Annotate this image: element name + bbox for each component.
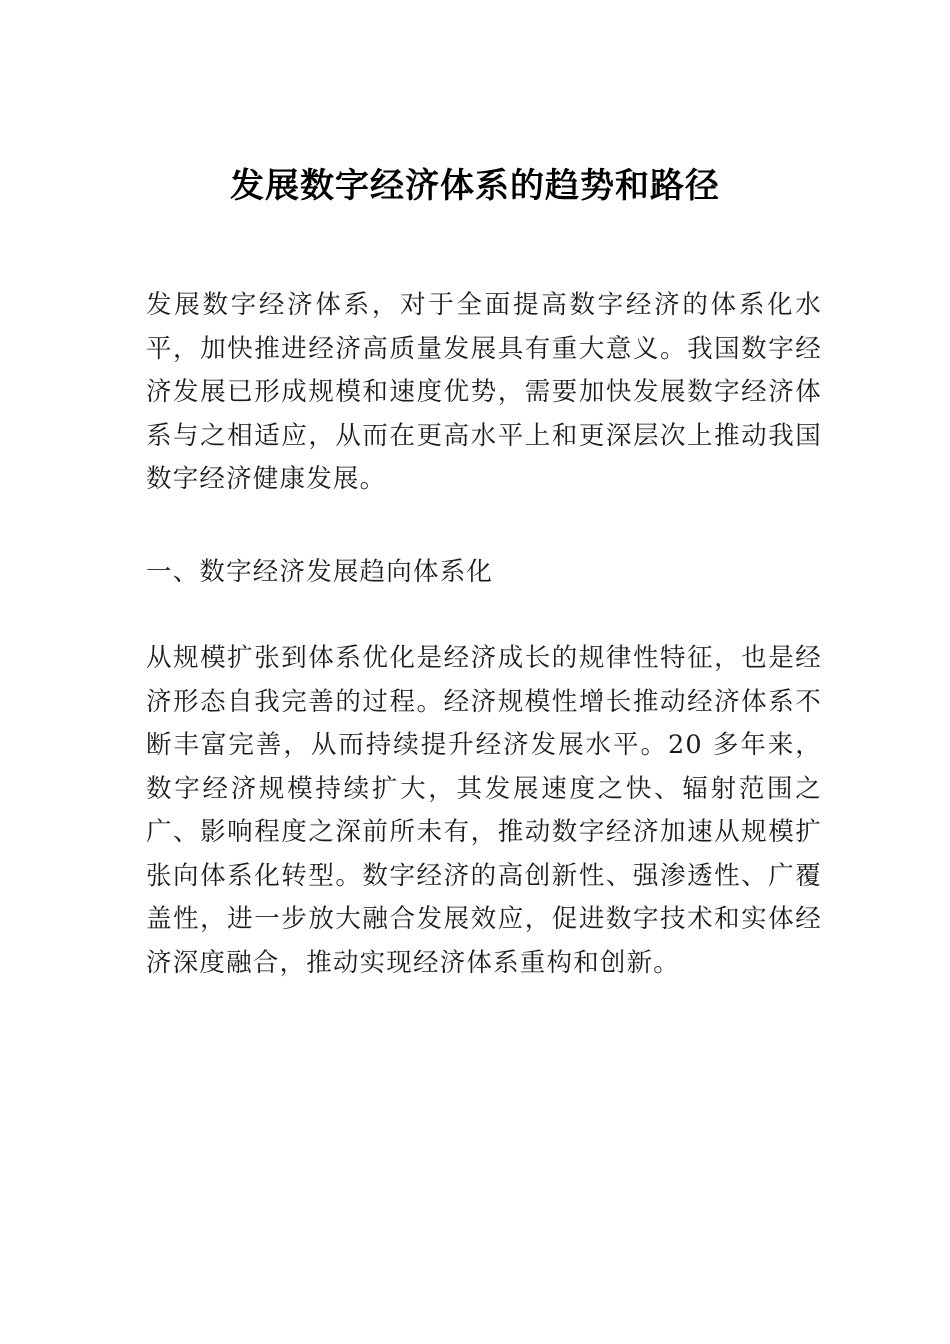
intro-paragraph: 发展数字经济体系，对于全面提高数字经济的体系化水平，加快推进经济高质量发展具有重大意义。我国数字经济发展已形成规模和速度优势，需要加快发展数字经济体系与之相适应，从而在更高水平上和更深层次上推动我国数字经济健康发展。 <box>146 290 822 494</box>
section-heading: 一、数字经济发展趋向体系化 <box>146 557 494 587</box>
section-body-paragraph: 从规模扩张到体系优化是经济成长的规律性特征，也是经济形态自我完善的过程。经济规模性增长推动经济体系不断丰富完善，从而持续提升经济发展水平。20 多年来，数字经济规模持续扩大，其发展速度之快、辐射范围之广、影响程度之深前所未有，推动数字经济加速从规模扩张向体系化转型。数字经济的高创新性、强渗透性、广覆盖性，进一步放大融合发展效应，促进数字技术和实体经济深度融合，推动实现经济体系重构和创新。 <box>146 643 822 978</box>
document-title: 发展数字经济体系的趋势和路径 <box>230 166 720 206</box>
